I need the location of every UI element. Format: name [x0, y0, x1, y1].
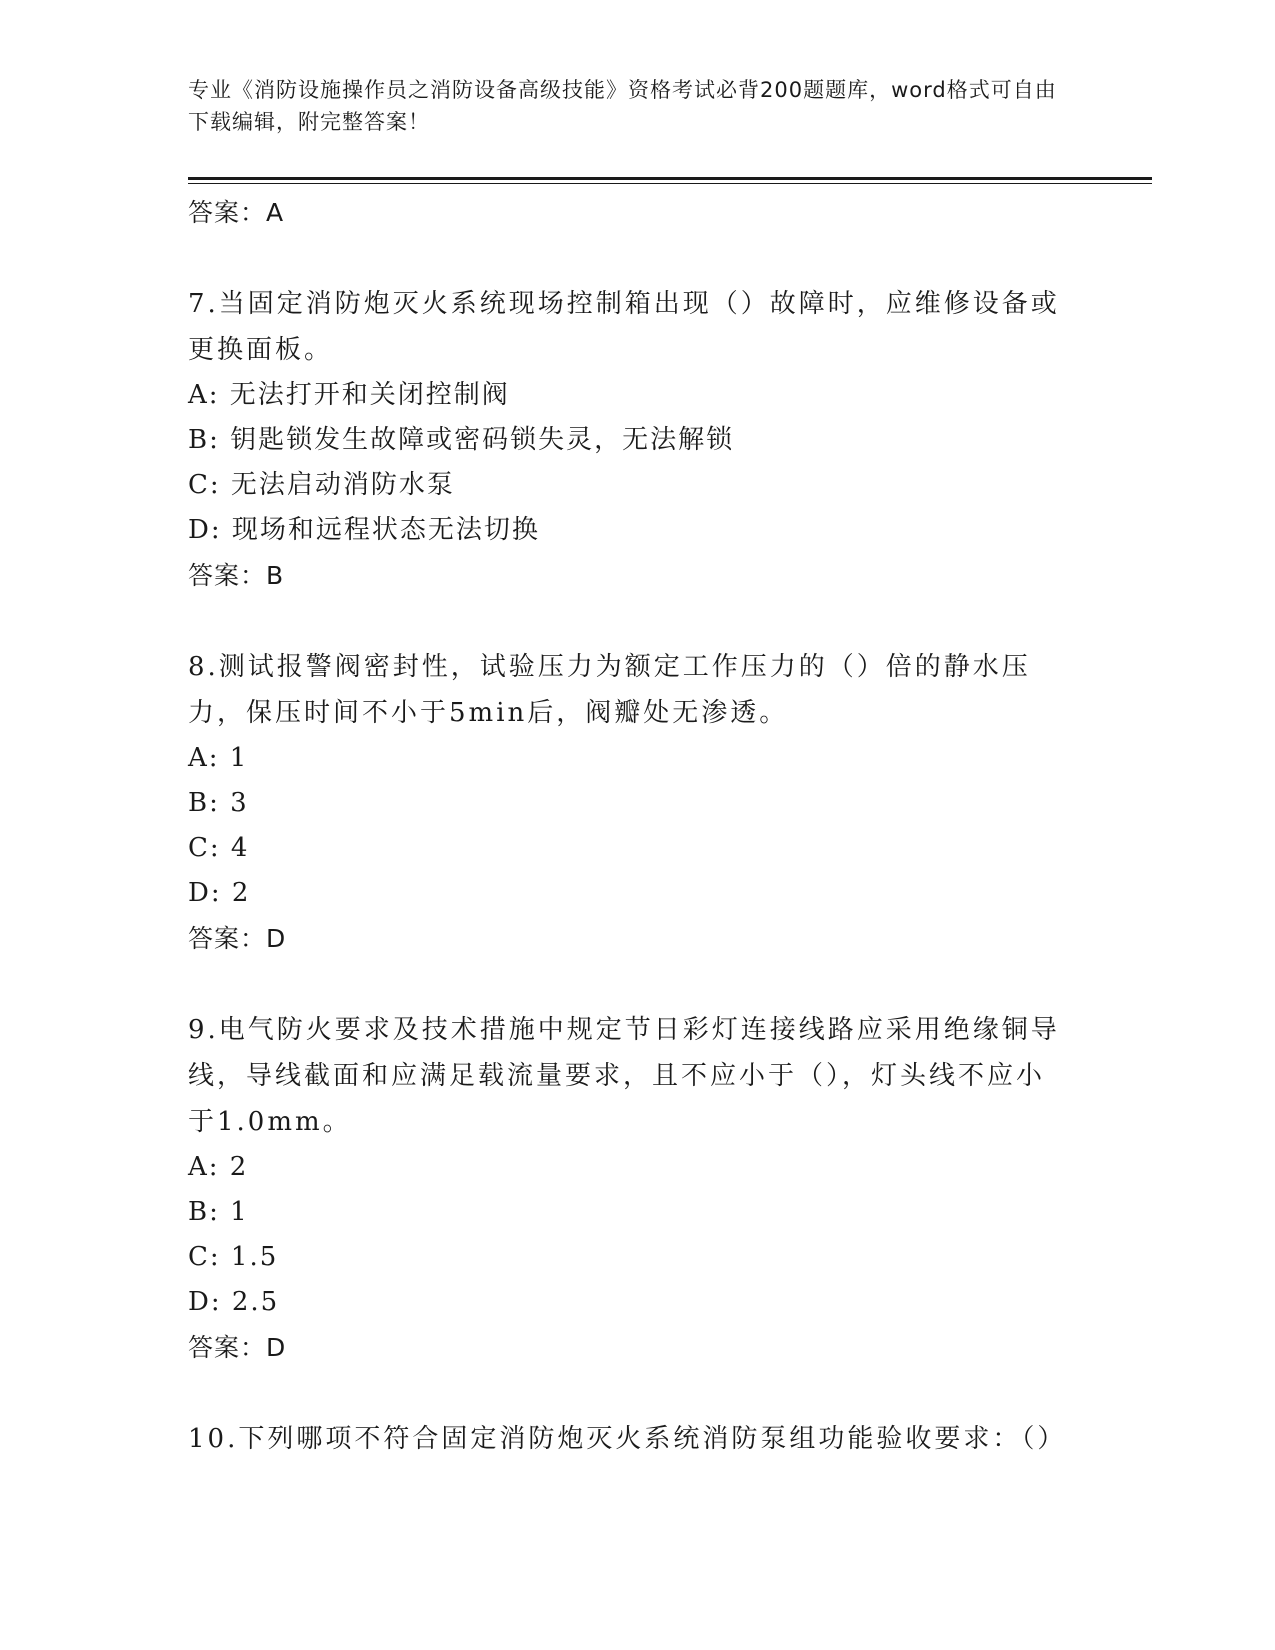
option-c: C: 4: [188, 833, 250, 863]
question-stem: 7.当固定消防炮灭火系统现场控制箱出现（）故障时，应维修设备或更换面板。: [188, 289, 1060, 365]
answer-label: 答案：B: [188, 561, 285, 590]
option-d: D: 2.5: [188, 1287, 280, 1317]
option-a: A: 2: [188, 1152, 249, 1182]
option-c: C: 无法启动消防水泵: [188, 470, 455, 500]
question-9: [188, 1007, 1068, 1370]
document-body: [188, 190, 1068, 1462]
option-a: A: 1: [188, 743, 249, 773]
option-d: D: 现场和远程状态无法切换: [188, 515, 540, 545]
answer-label: 答案：D: [188, 924, 287, 953]
header-divider-thin: [188, 183, 1152, 184]
question-stem: 8.测试报警阀密封性，试验压力为额定工作压力的（）倍的静水压力，保压时间不小于5min后，阀瓣处无渗透。: [188, 652, 1031, 728]
header-divider: [188, 177, 1152, 180]
option-c: C: 1.5: [188, 1242, 279, 1272]
question-7: [188, 281, 1068, 598]
question-stem: 9.电气防火要求及技术措施中规定节日彩灯连接线路应采用绝缘铜导线，导线截面和应满足载流量要求，且不应小于（），灯头线不应小于1.0mm。: [188, 1015, 1060, 1137]
page-header: 专业《消防设施操作员之消防设备高级技能》资格考试必背200题题库，word格式可自由下载编辑，附完整答案！: [188, 78, 1057, 134]
option-a: A: 无法打开和关闭控制阀: [188, 380, 510, 410]
option-b: B: 钥匙锁发生故障或密码锁失灵，无法解锁: [188, 425, 735, 455]
question-stem: 10.下列哪项不符合固定消防炮灭火系统消防泵组功能验收要求：（）: [188, 1424, 1067, 1454]
answer-label: 答案：D: [188, 1333, 287, 1362]
answer-label: 答案：A: [188, 198, 285, 227]
question-8: [188, 644, 1068, 961]
option-b: B: 3: [188, 788, 249, 818]
option-b: B: 1: [188, 1197, 249, 1227]
question-10: [188, 1416, 1068, 1462]
option-d: D: 2: [188, 878, 251, 908]
